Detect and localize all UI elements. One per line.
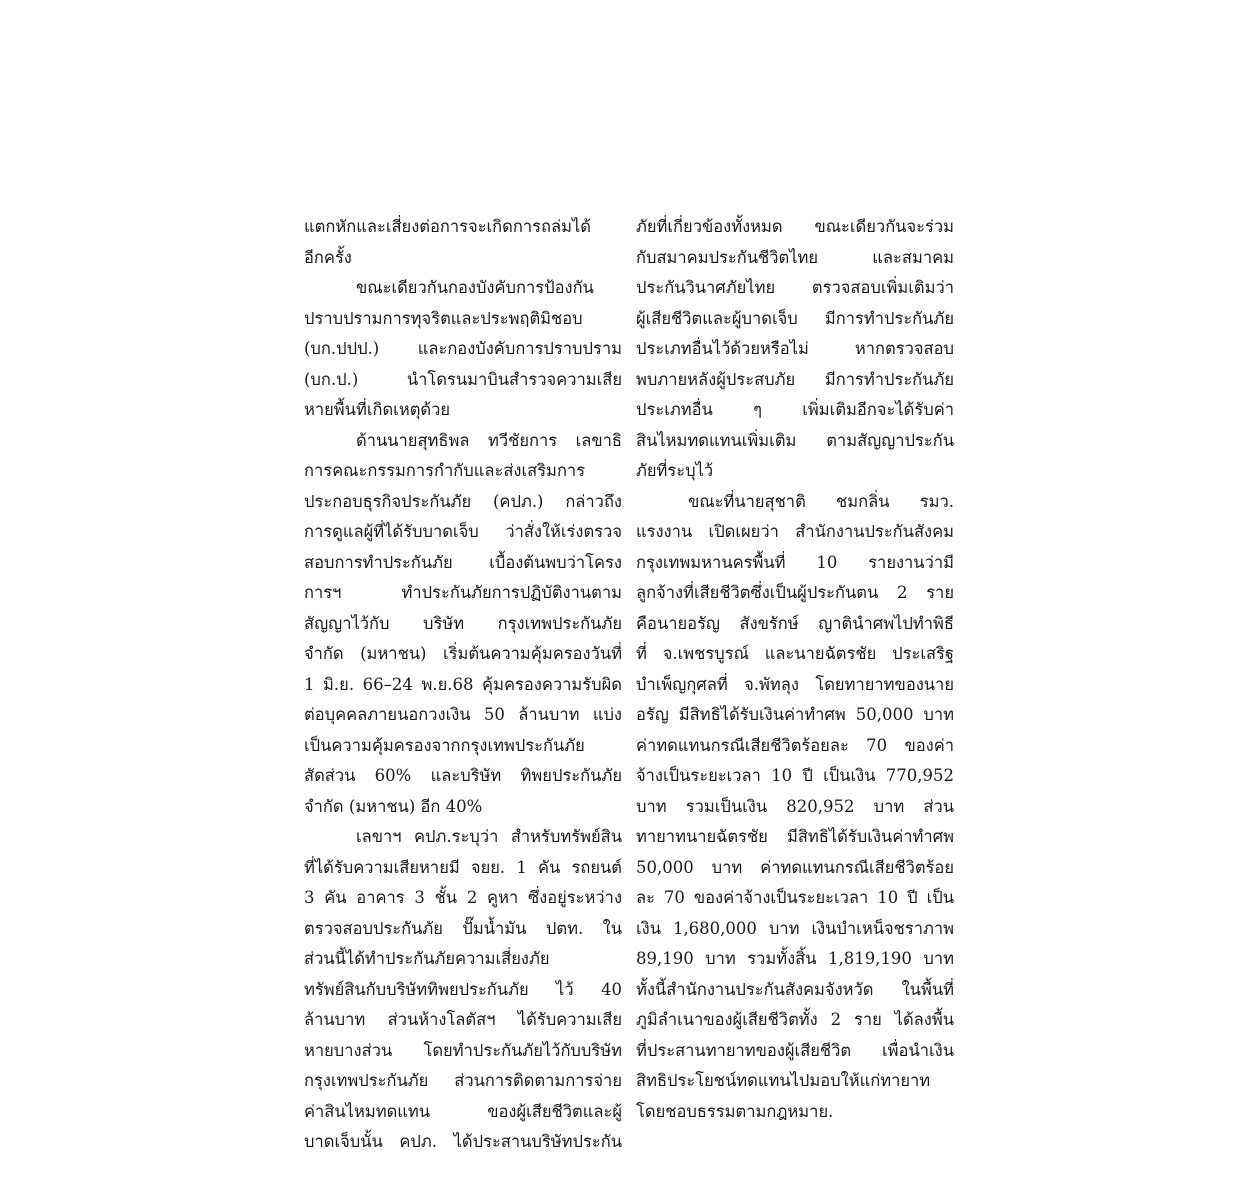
text-line: เป็นความคุ้มครองจากกรุงเทพประกันภัย bbox=[304, 735, 585, 755]
text-line: ต่อบุคคลภายนอกวงเงิน 50 ล้านบาท แบ่ง bbox=[304, 705, 622, 724]
text-line: คือนายอรัญ สังขรักษ์ ญาตินำศพไปทำพิธี bbox=[636, 613, 954, 633]
text-line: การฯ ทำประกันภัยการปฏิบัติงานตาม bbox=[304, 583, 622, 602]
text-line: แรงงาน เปิดเผยว่า สำนักงานประกันสังคม bbox=[636, 522, 954, 541]
text-line: จำกัด (มหาชน) เริ่มต้นความคุ้มครองวันที่ bbox=[304, 644, 622, 663]
text-line: ประเภทอื่นไว้ด้วยหรือไม่ หากตรวจสอบ bbox=[636, 339, 954, 358]
text-line: อรัญ มีสิทธิได้รับเงินค่าทำศพ 50,000 บาท bbox=[636, 705, 954, 724]
text-line: เลขาฯ คปภ.ระบุว่า สำหรับทรัพย์สิน bbox=[356, 827, 622, 846]
text-line: ประกันวินาศภัยไทย ตรวจสอบเพิ่มเติมว่า bbox=[636, 278, 954, 297]
text-line: 50,000 บาท ค่าทดแทนกรณีเสียชีวิตร้อย bbox=[636, 857, 954, 877]
text-line: 1 มิ.ย. 66–24 พ.ย.68 คุ้มครองความรับผิด bbox=[304, 674, 622, 694]
text-line: สอบการทำประกันภัย เบื้องต้นพบว่าโครง bbox=[304, 552, 622, 572]
text-line: ปราบปรามการทุจริตและประพฤติมิชอบ bbox=[304, 308, 583, 328]
text-line: บาดเจ็บนั้น คปภ. ได้ประสานบริษัทประกัน bbox=[304, 1132, 622, 1151]
text-line: ค่าสินไหมทดแทน ของผู้เสียชีวิตและผู้ bbox=[304, 1101, 622, 1121]
text-line: ทั้งนี้สำนักงานประกันสังคมจังหวัด ในพื้นที่ bbox=[636, 979, 954, 999]
article-column-left bbox=[304, 212, 622, 1158]
text-line: การคณะกรรมการกำกับและส่งเสริมการ bbox=[304, 461, 586, 480]
text-line: หายบางส่วน โดยทำประกันภัยไว้กับบริษัท bbox=[304, 1040, 622, 1060]
text-line: จ้างเป็นระยะเวลา 10 ปี เป็นเงิน 770,952 bbox=[636, 766, 954, 785]
text-line: (บก.ป.) นำโดรนมาบินสำรวจความเสีย bbox=[304, 369, 622, 389]
text-line: สัดส่วน 60% และบริษัท ทิพยประกันภัย bbox=[304, 766, 622, 785]
text-line: ทายาทนายฉัตรชัย มีสิทธิได้รับเงินค่าทำศพ bbox=[636, 827, 954, 846]
text-line: สิทธิประโยชน์ทดแทนไปมอบให้แก่ทายาท bbox=[636, 1071, 931, 1090]
text-line: ประกอบธุรกิจประกันภัย (คปภ.) กล่าวถึง bbox=[304, 491, 622, 511]
text-line: บำเพ็ญกุศลที่ จ.พัทลุง โดยทายาทของนาย bbox=[636, 674, 954, 694]
text-line: 3 คัน อาคาร 3 ชั้น 2 คูหา ซึ่งอยู่ระหว่าง bbox=[304, 888, 622, 907]
text-line: ด้านนายสุทธิพล ทวีชัยการ เลขาธิ bbox=[356, 430, 622, 450]
text-line: ค่าทดแทนกรณีเสียชีวิตร้อยละ 70 ของค่า bbox=[636, 735, 954, 755]
text-line: ขณะเดียวกันกองบังคับการป้องกัน bbox=[356, 278, 594, 297]
text-line: ที่ได้รับความเสียหายมี จยย. 1 คัน รถยนต์ bbox=[304, 857, 622, 877]
text-line: เงิน 1,680,000 บาท เงินบำเหน็จชราภาพ bbox=[636, 918, 954, 938]
text-line: ประเภทอื่น ๆ เพิ่มเติมอีกจะได้รับค่า bbox=[636, 400, 954, 419]
text-line: ส่วนนี้ได้ทำประกันภัยความเสี่ยงภัย bbox=[304, 949, 550, 968]
text-line: ทรัพย์สินกับบริษัททิพยประกันภัย ไว้ 40 bbox=[304, 979, 622, 999]
text-line: อีกครั้ง bbox=[304, 247, 352, 267]
text-line: กับสมาคมประกันชีวิตไทย และสมาคม bbox=[636, 247, 954, 267]
text-line: ภัยที่ระบุไว้ bbox=[636, 461, 714, 480]
text-line: ที่ประสานทายาทของผู้เสียชีวิต เพื่อนำเงิน bbox=[636, 1040, 954, 1060]
article-column-right bbox=[636, 212, 954, 1127]
text-line: ละ 70 ของค่าจ้างเป็นระยะเวลา 10 ปี เป็น bbox=[636, 888, 954, 907]
text-line: ตรวจสอบประกันภัย ปั๊มน้ำมัน ปตท. ใน bbox=[304, 918, 622, 938]
text-line: (บก.ปปป.) และกองบังคับการปราบปราม bbox=[304, 339, 622, 358]
text-line: จำกัด (มหาชน) อีก 40% bbox=[304, 796, 483, 816]
text-line: ที่ จ.เพชรบูรณ์ และนายฉัตรชัย ประเสริฐ bbox=[636, 644, 954, 663]
text-line: ล้านบาท ส่วนห้างโลตัสฯ ได้รับความเสีย bbox=[304, 1010, 622, 1029]
text-line: ลูกจ้างที่เสียชีวิตซึ่งเป็นผู้ประกันตน 2 ราย bbox=[636, 583, 954, 602]
text-line: การดูแลผู้ที่ได้รับบาดเจ็บ ว่าสั่งให้เร่งตรวจ bbox=[304, 522, 622, 541]
text-line: โดยชอบธรรมตามกฎหมาย. bbox=[636, 1101, 834, 1121]
text-line: ภัยที่เกี่ยวข้องทั้งหมด ขณะเดียวกันจะร่วม bbox=[636, 217, 954, 236]
text-line: 89,190 บาท รวมทั้งสิ้น 1,819,190 บาท bbox=[636, 949, 954, 968]
text-line: กรุงเทพมหานครพื้นที่ 10 รายงานว่ามี bbox=[636, 552, 954, 572]
text-line: ผู้เสียชีวิตและผู้บาดเจ็บ มีการทำประกันภัย bbox=[636, 308, 954, 328]
text-line: บาท รวมเป็นเงิน 820,952 บาท ส่วน bbox=[636, 796, 954, 816]
text-line: กรุงเทพประกันภัย ส่วนการติดตามการจ่าย bbox=[304, 1071, 622, 1090]
text-line: สินไหมทดแทนเพิ่มเติม ตามสัญญาประกัน bbox=[636, 430, 954, 450]
text-line: พบภายหลังผู้ประสบภัย มีการทำประกันภัย bbox=[636, 369, 954, 389]
text-line: สัญญาไว้กับ บริษัท กรุงเทพประกันภัย bbox=[304, 613, 622, 633]
text-line: แตกหักและเสี่ยงต่อการจะเกิดการถล่มได้ bbox=[304, 217, 591, 236]
text-line: หายพื้นที่เกิดเหตุด้วย bbox=[304, 400, 451, 419]
text-line: ภูมิลำเนาของผู้เสียชีวิตทั้ง 2 ราย ได้ลงพื้น bbox=[636, 1010, 954, 1029]
text-line: ขณะที่นายสุชาติ ชมกลิ่น รมว. bbox=[688, 491, 954, 511]
